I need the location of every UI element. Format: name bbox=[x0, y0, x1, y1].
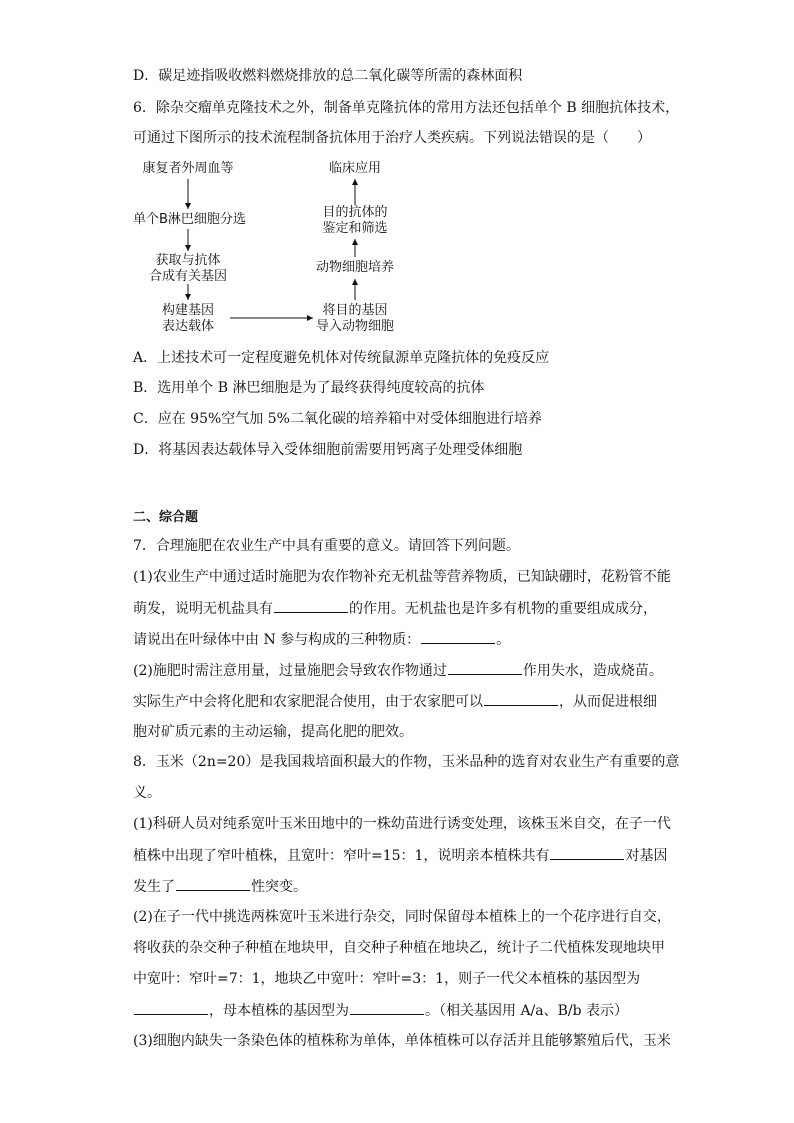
answer-blank[interactable] bbox=[134, 1000, 208, 1015]
q8-part1-line2: 植株中出现了窄叶植株，且宽叶：窄叶=15：1，说明亲本植株共有 对基因 bbox=[133, 845, 667, 866]
q8-part2-line3: 中宽叶：窄叶=7：1，地块乙中宽叶：窄叶=3：1，则子一代父本植株的基因型为 bbox=[133, 971, 641, 987]
flow-step-import-genes: 将目的基因 导入动物细胞 bbox=[315, 303, 394, 334]
q6-stem-line1: 6．除杂交瘤单克隆技术之外，制备单克隆抗体的常用方法还包括单个 B 细胞抗体技术， bbox=[133, 100, 680, 116]
q8-part3-line1: (3)细胞内缺失一条染色体的植株称为单体，单体植株可以存活并且能够繁殖后代，玉米 bbox=[133, 1033, 671, 1049]
q5-option-d: D．碳足迹指吸收燃料燃烧排放的总二氧化碳等所需的森林面积 bbox=[133, 68, 523, 84]
q7-part2-line2: 实际生产中会将化肥和农家肥混合使用，由于农家肥可以 ，从而促进根细 bbox=[133, 691, 657, 712]
q7-part1-line3: 请说出在叶绿体中由 N 参与构成的三种物质： 。 bbox=[133, 629, 510, 650]
q6-option-d: D．将基因表达载体导入受体细胞前需要用钙离子处理受体细胞 bbox=[133, 442, 523, 458]
q8-stem-line2: 义。 bbox=[133, 785, 161, 801]
flow-step-b-cell-sorting: 单个B淋巴细胞分选 bbox=[133, 212, 246, 227]
q6-flow-diagram bbox=[133, 157, 433, 342]
q8-part1-line1: (1)科研人员对纯系宽叶玉米田地中的一株幼苗进行诱变处理，该株玉米自交，在子一代 bbox=[133, 816, 671, 832]
flow-step-clinical: 临床应用 bbox=[328, 161, 381, 176]
answer-blank[interactable] bbox=[550, 845, 624, 860]
answer-blank[interactable] bbox=[176, 876, 250, 891]
q7-stem: 7．合理施肥在农业生产中具有重要的意义。请回答下列问题。 bbox=[133, 538, 520, 554]
section-title: 二、综合题 bbox=[133, 510, 199, 525]
flow-step-blood: 康复者外周血等 bbox=[142, 161, 234, 176]
flow-step-cell-culture: 动物细胞培养 bbox=[315, 260, 394, 275]
answer-blank[interactable] bbox=[421, 629, 495, 644]
q6-option-a: A．上述技术可一定程度避免机体对传统鼠源单克隆抗体的免疫反应 bbox=[133, 350, 550, 366]
q8-stem-line1: 8．玉米（2n=20）是我国栽培面积最大的作物，玉米品种的选育对农业生产有重要的意 bbox=[133, 754, 680, 770]
answer-blank[interactable] bbox=[484, 691, 558, 706]
q8-part2-line4: ，母本植株的基因型为 。（相关基因用 A/a、B/b 表示） bbox=[133, 1000, 628, 1021]
q8-part2-line2: 将收获的杂交种子种植在地块甲，自交种子种植在地块乙，统计子二代植株发现地块甲 bbox=[133, 940, 665, 956]
answer-blank[interactable] bbox=[350, 1000, 424, 1015]
q6-stem-line2: 可通过下图所示的技术流程制备抗体用于治疗人类疾病。下列说法错误的是（ ） bbox=[133, 130, 651, 146]
q8-part1-line3: 发生了 性突变。 bbox=[133, 876, 307, 897]
q7-part2-line1: (2)施肥时需注意用量，过量施肥会导致农作物通过 作用失水，造成烧苗。 bbox=[133, 660, 663, 681]
q6-option-c: C．应在 95%空气加 5%二氧化碳的培养箱中对受体细胞进行培养 bbox=[133, 411, 542, 427]
q8-part2-line1: (2)在子一代中挑选两株宽叶玉米进行杂交，同时保留母本植株上的一个花序进行自交， bbox=[133, 909, 671, 925]
answer-blank[interactable] bbox=[448, 660, 522, 675]
q7-part1-line1: (1)农业生产中通过适时施肥为农作物补充无机盐等营养物质，已知缺硼时，花粉管不能 bbox=[133, 569, 671, 585]
flow-step-screening: 目的抗体的 鉴定和筛选 bbox=[322, 205, 388, 236]
answer-blank[interactable] bbox=[274, 598, 348, 613]
flow-step-build-vector: 构建基因 表达载体 bbox=[161, 303, 214, 334]
q7-part1-line2: 萌发，说明无机盐具有 的作用。无机盐也是许多有机物的重要组成成分， bbox=[133, 598, 657, 619]
q6-option-b: B．选用单个 B 淋巴细胞是为了最终获得纯度较高的抗体 bbox=[133, 380, 485, 396]
q7-part2-line3: 胞对矿质元素的主动运输，提高化肥的肥效。 bbox=[133, 724, 413, 740]
flow-step-get-genes: 获取与抗体 合成有关基因 bbox=[148, 253, 227, 284]
